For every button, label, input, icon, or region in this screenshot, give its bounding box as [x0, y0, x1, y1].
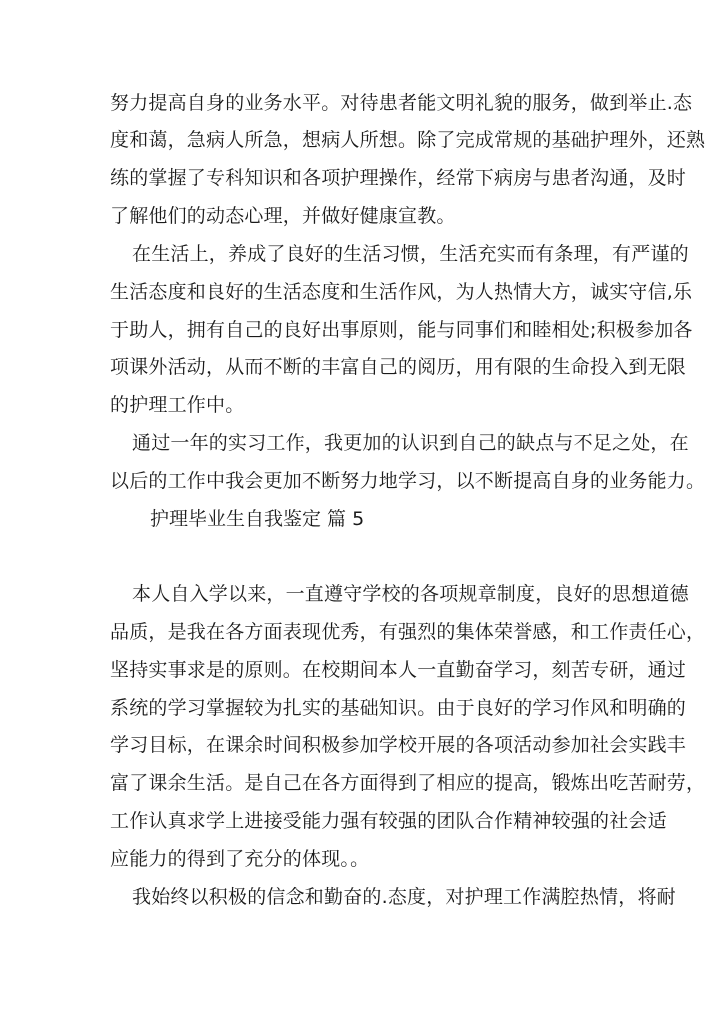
- paragraph-line: 系统的学习掌握较为扎实的基础知识。由于良好的学习作风和明确的: [110, 697, 687, 719]
- paragraph-line: 度和蔼，急病人所急，想病人所想。除了完成常规的基础护理外，还熟: [110, 129, 706, 151]
- paragraph-line: 坚持实事求是的原则。在校期间本人一直勤奋学习，刻苦专研，通过: [110, 659, 687, 681]
- paragraph-line: 生活态度和良好的生活态度和生活作风，为人热情大方，诚实守信,乐: [110, 281, 693, 303]
- paragraph-line: 通过一年的实习工作，我更加的认识到自己的缺点与不足之处，在: [132, 432, 689, 454]
- paragraph-line: 以后的工作中我会更加不断努力地学习，以不断提高自身的业务能力。: [110, 470, 706, 492]
- paragraph-line: 应能力的得到了充分的体现。。: [110, 848, 370, 870]
- paragraph-line: 本人自入学以来，一直遵守学校的各项规章制度，良好的思想道德: [132, 583, 689, 605]
- paragraph-line: 项课外活动，从而不断的丰富自己的阅历，用有限的生命投入到无限: [110, 356, 687, 378]
- paragraph-line: 富了课余生活。是自己在各方面得到了相应的提高，锻炼出吃苦耐劳，: [110, 772, 706, 794]
- paragraph-line: 我始终以积极的信念和勤奋的.态度，对护理工作满腔热情，将耐: [132, 886, 676, 908]
- paragraph-line: 学习目标，在课余时间积极参加学校开展的各项活动参加社会实践丰: [110, 734, 687, 756]
- section-heading: 护理毕业生自我鉴定 篇 5: [150, 508, 365, 530]
- paragraph-line: 努力提高自身的业务水平。对待患者能文明礼貌的服务，做到举止.态: [110, 92, 693, 114]
- paragraph-line: 在生活上，养成了良好的生活习惯，生活充实而有条理，有严谨的: [132, 243, 689, 265]
- paragraph-line: 练的掌握了专科知识和各项护理操作，经常下病房与患者沟通，及时: [110, 167, 687, 189]
- paragraph-line: 了解他们的动态心理，并做好健康宣教。: [110, 205, 456, 227]
- paragraph-line: 于助人，拥有自己的良好出事原则，能与同事们和睦相处;积极参加各: [110, 319, 693, 341]
- paragraph-line: 品质，是我在各方面表现优秀，有强烈的集体荣誉感，和工作责任心，: [110, 621, 706, 643]
- paragraph-line: 的护理工作中。: [110, 394, 245, 416]
- paragraph-line: 工作认真求学上进接受能力强有较强的团队合作精神较强的社会适: [110, 810, 667, 832]
